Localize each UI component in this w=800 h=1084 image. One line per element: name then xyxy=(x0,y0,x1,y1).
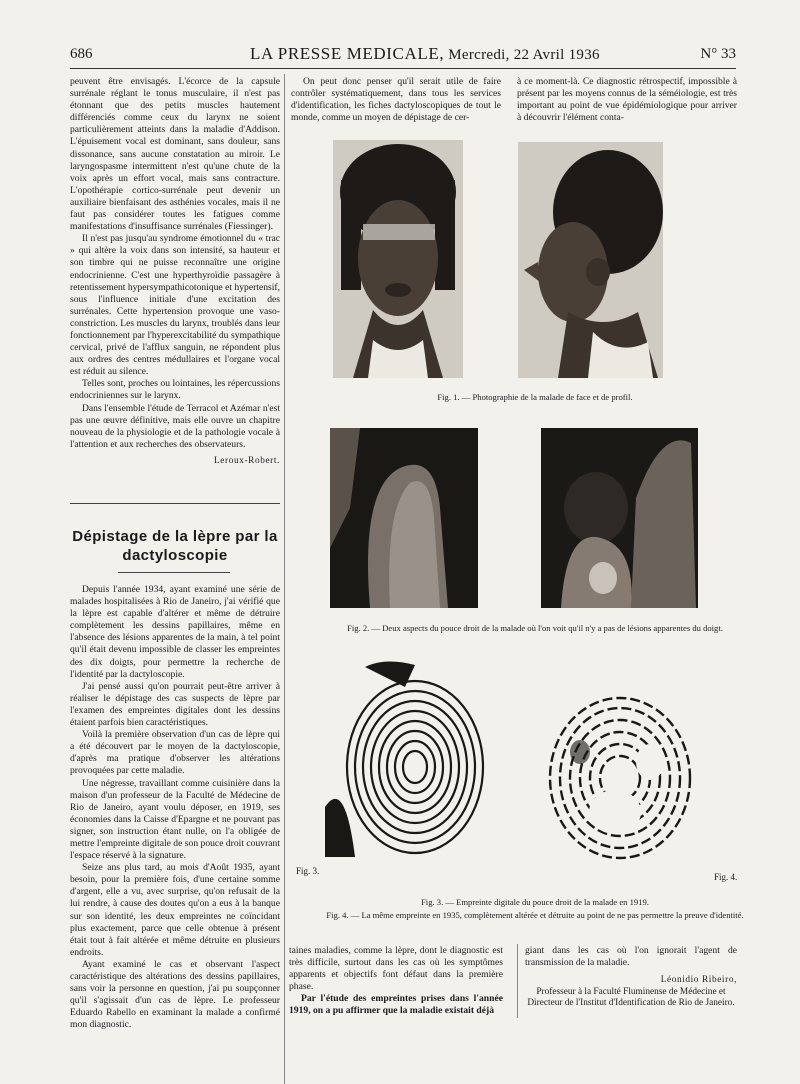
paragraph: Depuis l'année 1934, ayant examiné une série de malades hospitalisées à Rio de Janeiro, j'ai vérifié que la lèpre est capable d'altérer et même de détruire complètement les dessins papillaires, même en l'absence des lésions apparentes de la main, à tel point qu'il était devenu impossible de classer les empreintes des dix doigts, pour permettre la recherche de l'identité par la dactyloscopie. xyxy=(70,584,280,680)
figure-4-label: Fig. 4. xyxy=(714,872,738,882)
figure-1-caption: Fig. 1. — Photographie de la malade de face et de profil. xyxy=(437,392,633,402)
paragraph: Ayant examiné le cas et observant l'aspect caractéristique des altérations des dessins papillaires, sans voir la personne en question, j'ai pu soupçonner qu'il s'agissait d'un cas de lèpre. Le professeur Eduardo Rabello en examinant la malade a confirmé mon diagnostic. xyxy=(70,958,280,1031)
column-divider xyxy=(284,74,285,1084)
article-body-col1 xyxy=(70,584,280,1031)
paragraph: à ce moment-là. Ce diagnostic rétrospectif, impossible à présent par les moyens connus de la séméiologie, est très important au point de vue épidémiologique pour arriver à découvrir l'élément conta- xyxy=(517,76,737,124)
thumb-photo-2 xyxy=(541,428,698,608)
article-title: Dépistage de la lèpre par la dactyloscopie xyxy=(72,528,278,564)
paragraph: On peut donc penser qu'il serait utile de faire contrôler systématiquement, dans tous les services d'identification, les fiches dactyloscopiques de tout le monde, comme un moyen de dépistage de cer- xyxy=(291,76,501,124)
paragraph: giant dans les cas où l'on ignorait l'agent de transmission de la maladie. xyxy=(525,945,737,969)
issue-date: Mercredi, 22 Avril 1936 xyxy=(448,47,600,63)
paragraph: Seize ans plus tard, au mois d'Août 1935, ayant besoin, pour la première fois, d'une certaine somme d'argent, elle a vu, avec surprise, qu'on refusait de la lui rendre, à cause des doutes qu'on a eus à la banque sur son identité, les deux empreintes ne coïncidant plus exactement, parce que celle obtenue à présent était tout à fait altérée et même détruite en plusieurs endroits. xyxy=(70,862,280,958)
article-body-col2-bottom xyxy=(289,945,503,1018)
article-body-col3-bottom xyxy=(525,945,737,1010)
figure-2-caption: Fig. 2. — Deux aspects du pouce droit de la malade où l'on voit qu'il n'y a pas de lésions apparentes du doigt. xyxy=(347,623,723,633)
paragraph: J'ai pensé aussi qu'on pourrait peut-être arriver à réaliser le dépistage des cas suspects de lèpre par l'examen des empreintes digitales dont les dessins étaient parfois bien caractéristiques. xyxy=(70,680,280,729)
paragraph: Voilà la première observation d'un cas de lèpre qui a été découvert par le moyen de la dactyloscopie, d'après ma pratique d'observer les altérations provoquées par cette maladie. xyxy=(70,729,280,777)
paragraph: peuvent être envisagés. L'écorce de la capsule surrénale réglant le tonus musculaire, il n'est pas étonnant que des petits muscles hautement différenciés comme ceux du larynx ne soient particulièrement atteints dans la maladie d'Addison. L'épuisement vocal est dominant, sans douleur, sans dissonance, sans aucune constatation au miroir. Le laryngospasme intermittent n'est qu'une chute de la voix après un effort vocal, mais sans contracture. L'opothérapie cortico-surrénale peut devenir un auxiliaire bienfaisant des asthénies vocales, mais il ne faut pas considérer toutes les fatigues comme manifestations d'insuffisance surrénales (Fiessinger). xyxy=(70,76,280,233)
article-body-col2-top xyxy=(291,76,501,124)
fingerprint-1935 xyxy=(540,692,700,864)
figure-4-caption: Fig. 4. — La même empreinte en 1935, complètement altérée et détruite au point de ne pas permettre la preuve d'identité. xyxy=(326,910,744,920)
paragraph: taines maladies, comme la lèpre, dont le diagnostic est très difficile, surtout dans les cas où les symptômes apparents et objectifs font défaut dans la première phase. xyxy=(289,945,503,993)
title-underline xyxy=(118,572,230,573)
section-divider xyxy=(70,503,280,504)
page-header xyxy=(70,44,736,69)
author-name: Léonidio Ribeiro, xyxy=(660,975,737,986)
fingerprint-1919 xyxy=(325,657,490,857)
journal-title xyxy=(250,44,600,65)
author-block xyxy=(525,975,737,1010)
paragraph: Telles sont, proches ou lointaines, les répercussions endocriniennes sur le larynx. xyxy=(70,378,280,402)
paragraph: Dans l'ensemble l'étude de Terracol et Azémar n'est pas une œuvre définitive, mais elle ouvre un chapitre nouveau de la physiologie et de la pathologie vocale à l'attention et aux recherches des observateurs. xyxy=(70,402,280,450)
article-body-col3-top xyxy=(517,76,737,124)
thumb-photo-1 xyxy=(330,428,478,608)
portrait-front-photo xyxy=(333,140,463,378)
column-divider xyxy=(517,944,518,1018)
figure-3-label: Fig. 3. xyxy=(296,866,320,876)
page-number: 686 xyxy=(70,46,93,62)
issue-number: N° 33 xyxy=(700,46,736,62)
paragraph: Une négresse, travaillant comme cuisinière dans la maison d'un professeur de la Faculté de Médecine de Rio de Janeiro, ayant voulu déposer, en 1919, ses économies dans la Caisse d'Epargne et ne pouvant pas signer, son instruction étant nulle, on l'a obligée de mettre l'empreinte digitale de son pouce droit couvrant l'espace réservé à la signature. xyxy=(70,777,280,862)
signature: Leroux-Robert. xyxy=(214,455,280,466)
previous-article-text xyxy=(70,76,280,467)
paragraph: Il n'est pas jusqu'au syndrome émotionnel du « trac » qui altère la voix dans son intensité, sa hauteur et son timbre qui ne puisse reconnaître une origine endocrinienne. C'est une hyperthyroïdie passagère à retentissement hypersympathicotonique et hypertensif, sous l'influence initiale d'une excitation des surrénales. Cette hypertension provoque une vaso-constriction. Les muscles du larynx, troublés dans leur fonctionnement par l'hyperexcitabilité du sympathique cervical, privé de l'afflux sanguin, ne répondent plus aux ordres des centres médullaires et l'organe vocal est réduit au silence. xyxy=(70,233,280,378)
portrait-profile-photo xyxy=(518,142,663,378)
figure-3-caption: Fig. 3. — Empreinte digitale du pouce droit de la malade en 1919. xyxy=(421,897,649,907)
masthead: LA PRESSE MEDICALE, xyxy=(250,44,445,63)
author-affiliation: Professeur à la Faculté Fluminense de Médecine et Directeur de l'Institut d'Identification de Rio de Janeiro. xyxy=(527,986,735,1009)
paragraph: Par l'étude des empreintes prises dans l'année 1919, on a pu affirmer que la maladie existait déjà xyxy=(289,993,503,1017)
